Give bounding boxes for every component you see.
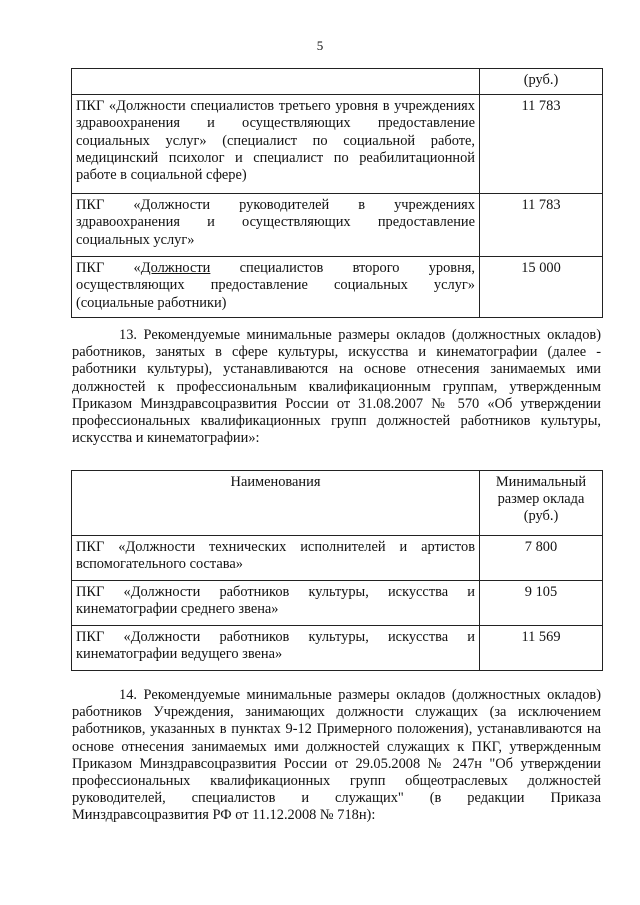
name-underlined-word: Должности xyxy=(140,260,211,277)
salary-table-social xyxy=(71,68,603,318)
name-prefix: ПКГ « xyxy=(76,260,141,277)
table-header-name: Наименования xyxy=(72,471,480,536)
table-cell-value: 9 105 xyxy=(480,581,603,626)
table-cell-value: 11 783 xyxy=(480,194,603,257)
table-cell-name: ПКГ «Должности работников культуры, искусства и кинематографии ведущего звена» xyxy=(72,626,480,671)
table-cell-name xyxy=(72,257,480,318)
table-row xyxy=(72,95,603,194)
paragraph-13-text: 13. Рекомендуемые минимальные размеры окладов (должностных окладов) работников, занятых в сфере культуры, искусства и кинематографии (далее - работники культуры), устанавливаются на основе отнесения занимаемых ими должностей к профессиональным квалификационным группам, утвержденным Приказом Минздравсоцразвития России от 31.08.2007 № 570 «Об утверждении профессиональных квалификационных групп должностей работников культуры, искусства и кинематографии»: xyxy=(72,327,601,447)
table-header-unit: (руб.) xyxy=(480,69,603,95)
table-cell-value: 11 783 xyxy=(480,95,603,194)
table-row xyxy=(72,536,603,581)
table-row xyxy=(72,257,603,318)
table-row xyxy=(72,194,603,257)
table-header-row xyxy=(72,69,603,95)
table-cell-value: 11 569 xyxy=(480,626,603,671)
table-cell-name: ПКГ «Должности технических исполнителей и артистов вспомогательного состава» xyxy=(72,536,480,581)
table-row xyxy=(72,626,603,671)
table-cell-name: ПКГ «Должности специалистов третьего уровня в учреждениях здравоохранения и осуществляющих предоставление социальных услуг» (специалист по социальной работе, медицинский психолог и специалист по реабилитационной работе в социальной сфере) xyxy=(72,95,480,194)
name-suffix: специалистов второго уровня, осуществляющих предоставление социальных услуг» (социальные работники) xyxy=(76,260,476,311)
table-cell-value: 15 000 xyxy=(480,257,603,318)
table-cell-name: ПКГ «Должности руководителей в учреждениях здравоохранения и осуществляющих предоставление социальных услуг» xyxy=(72,194,480,257)
table-row xyxy=(72,581,603,626)
page-number: 5 xyxy=(316,38,324,53)
paragraph-14-text: 14. Рекомендуемые минимальные размеры окладов (должностных окладов) работников Учреждения, занимающих должности служащих (за исключением работников, указанных в пунктах 9-12 Примерного положения), устанавливаются на основе отнесения занимаемых ими должностей служащих к ПКГ, утвержденным Приказом Минздравсоцразвития России от 29.05.2008 № 247н "Об утверждении профессиональных квалификационных групп общеотраслевых должностей руководителей, специалистов и служащих" (в редакции Приказа Минздравсоцразвития РФ от 11.12.2008 № 718н): xyxy=(72,687,601,824)
paragraph-13 xyxy=(72,327,601,447)
table-header-value: Минимальный размер оклада (руб.) xyxy=(480,471,603,536)
table-cell-value: 7 800 xyxy=(480,536,603,581)
salary-table-culture xyxy=(71,470,603,671)
table-cell-name: ПКГ «Должности работников культуры, искусства и кинематографии среднего звена» xyxy=(72,581,480,626)
paragraph-14 xyxy=(72,687,601,825)
table-header-name-cell xyxy=(72,69,480,95)
table-header-row xyxy=(72,471,603,536)
